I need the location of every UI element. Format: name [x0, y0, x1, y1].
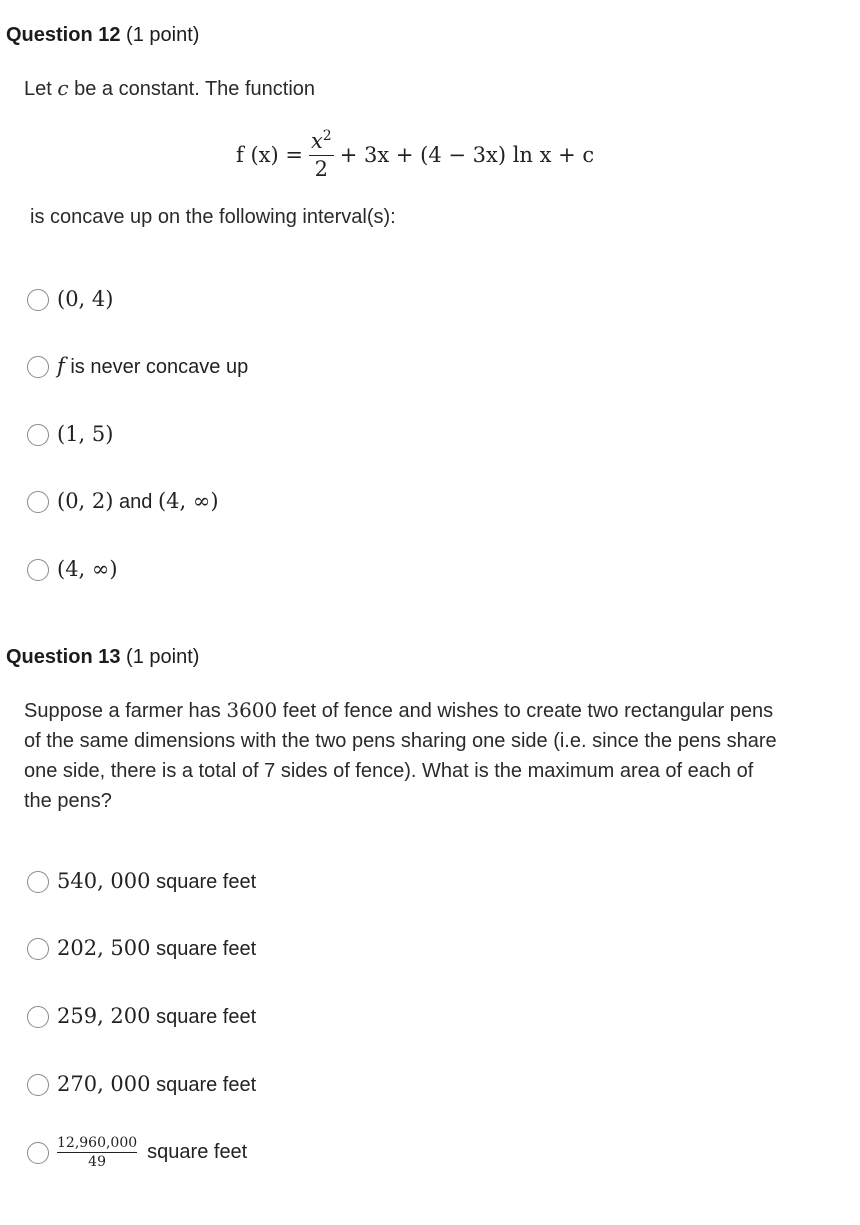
q13-option-1[interactable]: 540, 000 square feet: [27, 869, 256, 894]
radio-button[interactable]: [27, 871, 49, 893]
q12-option-1[interactable]: (0, 4): [27, 287, 113, 312]
question-number: Question 12: [6, 24, 121, 46]
radio-button[interactable]: [27, 1074, 49, 1096]
question-12-prompt: is concave up on the following interval(s):: [30, 206, 396, 228]
function-formula: [236, 120, 594, 190]
q12-option-2[interactable]: f is never concave up: [27, 354, 248, 379]
q13-option-3[interactable]: 259, 200 square feet: [27, 1004, 256, 1029]
question-13-title: [6, 646, 199, 669]
q13-option-2[interactable]: 202, 500 square feet: [27, 936, 256, 961]
radio-button[interactable]: [27, 1006, 49, 1028]
radio-button[interactable]: [27, 424, 49, 446]
q13-option-5[interactable]: $\frac{12,960,000}{49}$ square feet: [27, 1135, 247, 1170]
question-points: (1 point): [126, 24, 200, 46]
q13-option-4[interactable]: 270, 000 square feet: [27, 1072, 256, 1097]
radio-button[interactable]: [27, 491, 49, 513]
question-points: (1 point): [126, 646, 200, 668]
question-13-body: Suppose a farmer has 3600 feet of fence and wishes to create two rectangular pens of the same dimensions with the two pens sharing one side (i.e. since the pens share one side, there is a total of 7 sides of fence). What is the maximum area of each of the pens?: [24, 698, 777, 812]
question-number: Question 13: [6, 646, 121, 668]
q12-option-4[interactable]: (0, 2) and (4, ∞): [27, 489, 219, 514]
radio-button[interactable]: [27, 559, 49, 581]
radio-button[interactable]: [27, 289, 49, 311]
radio-button[interactable]: [27, 938, 49, 960]
q12-option-5[interactable]: (4, ∞): [27, 557, 118, 582]
answer-fraction: $\frac{12,960,000}{49}$: [57, 1135, 138, 1170]
formula-lhs: f (x) =: [236, 143, 303, 167]
radio-button[interactable]: [27, 356, 49, 378]
formula-rhs: + 3x + (4 − 3x) ln x + c: [339, 143, 595, 167]
q12-option-3[interactable]: (1, 5): [27, 422, 113, 447]
radio-button[interactable]: [27, 1142, 49, 1164]
question-12-title: [6, 24, 199, 47]
formula-fraction: $\frac{x^2}{2}$: [310, 127, 332, 181]
question-12-intro: Let c be a constant. The function: [24, 76, 316, 100]
